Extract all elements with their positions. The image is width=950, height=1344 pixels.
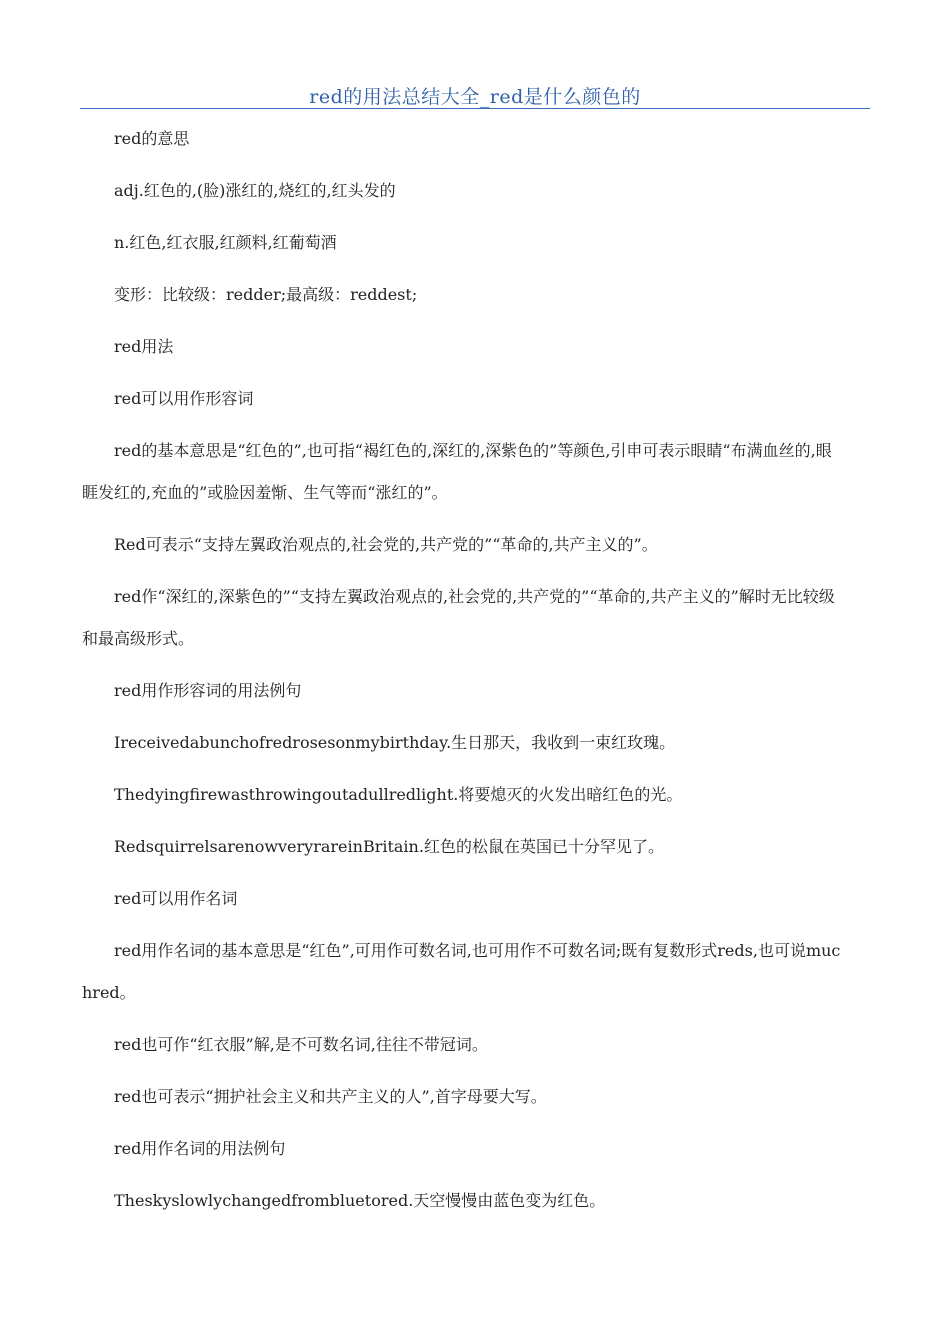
- example-sentence: RedsquirrelsarenowveryrareinBritain.红色的松鼠在英国已十分罕见了。: [114, 837, 664, 856]
- paragraph-adj-definition: adj.红色的,(脸)涨红的,烧红的,红头发的: [114, 181, 396, 200]
- paragraph-adjective-heading: red可以用作形容词: [114, 389, 254, 408]
- paragraph-inflections: 变形：比较级：redder;最高级：reddest;: [114, 285, 418, 304]
- header-divider: [80, 108, 870, 109]
- paragraph-red-clothes: red也可作“红衣服”解,是不可数名词,往往不带冠词。: [114, 1035, 488, 1054]
- paragraph-political-meaning: Red可表示“支持左翼政治观点的,社会党的,共产党的”“革命的,共产主义的”。: [114, 535, 658, 554]
- document-body: [82, 118, 842, 1232]
- paragraph-red-person: red也可表示“拥护社会主义和共产主义的人”,首字母要大写。: [114, 1087, 547, 1106]
- example-sentence: Ireceivedabunchofredrosesonmybirthday.生日那天，我收到一束红玫瑰。: [114, 733, 676, 752]
- paragraph-noun-definition: n.红色,红衣服,红颜料,红葡萄酒: [114, 233, 337, 252]
- paragraph-noun-basic-meaning: red用作名词的基本意思是“红色”,可用作可数名词,也可用作不可数名词;既有复数形式reds,也可说muchred。: [82, 941, 841, 1002]
- paragraph-adjective-examples-heading: red用作形容词的用法例句: [114, 681, 302, 700]
- paragraph-usage-heading: red用法: [114, 337, 174, 356]
- paragraph-adjective-basic-meaning: red的基本意思是“红色的”,也可指“褐红色的,深红的,深紫色的”等颜色,引申可表示眼睛“布满血丝的,眼睚发红的,充血的”或脸因羞惭、生气等而“涨红的”。: [82, 441, 832, 502]
- paragraph-noun-heading: red可以用作名词: [114, 889, 238, 908]
- document-title: red的用法总结大全_red是什么颜色的: [309, 86, 641, 108]
- example-sentence: Thedyingfirewasthrowingoutadullredlight.将要熄灭的火发出暗红色的光。: [114, 785, 683, 804]
- paragraph-noun-examples-heading: red用作名词的用法例句: [114, 1139, 286, 1158]
- paragraph-red-meaning-heading: red的意思: [114, 129, 190, 148]
- example-sentence: Theskyslowlychangedfrombluetored.天空慢慢由蓝色变为红色。: [114, 1191, 606, 1210]
- paragraph-no-comparative: red作“深红的,深紫色的”“支持左翼政治观点的,社会党的,共产党的”“革命的,共产主义的”解时无比较级和最高级形式。: [82, 587, 835, 648]
